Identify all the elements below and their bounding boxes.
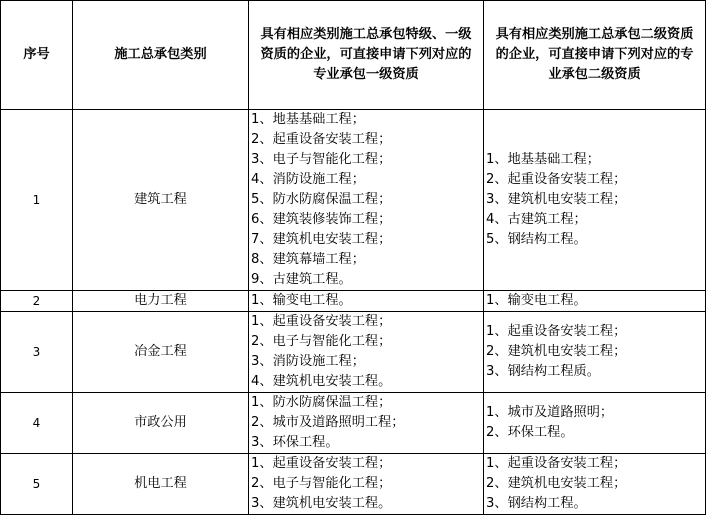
list-item: 2、起重设备安装工程； <box>251 132 392 147</box>
list-item: 4、建筑机电安装工程。 <box>251 374 392 389</box>
list-item: 5、防水防腐保温工程； <box>251 192 392 207</box>
list-item: 2、起重设备安装工程； <box>486 172 627 187</box>
list-item: 4、古建筑工程； <box>486 212 587 227</box>
header-level2: 具有相应类别施工总承包二级资质的企业，可直接申请下列对应的专业承包二级资质 <box>484 1 706 110</box>
list-item: 4、消防设施工程； <box>251 172 365 187</box>
list-item: 2、电子与智能化工程； <box>251 476 392 491</box>
category-cell: 冶金工程 <box>73 312 249 393</box>
level1-cell <box>249 393 484 454</box>
list-item: 1、起重设备安装工程； <box>251 314 392 329</box>
category-cell: 机电工程 <box>73 454 249 515</box>
row-number: 2 <box>1 291 73 312</box>
table-row <box>1 110 706 291</box>
level2-cell <box>484 291 706 312</box>
level1-cell <box>249 291 484 312</box>
row-number: 3 <box>1 312 73 393</box>
table-row <box>1 454 706 515</box>
header-no: 序号 <box>1 1 73 110</box>
level1-cell <box>249 454 484 515</box>
list-item: 3、建筑机电安装工程。 <box>251 496 392 511</box>
list-item: 2、电子与智能化工程； <box>251 334 392 349</box>
level2-cell <box>484 110 706 291</box>
list-item: 6、建筑装修装饰工程； <box>251 212 392 227</box>
table-row <box>1 312 706 393</box>
category-cell: 建筑工程 <box>73 110 249 291</box>
list-item: 2、建筑机电安装工程； <box>486 476 627 491</box>
row-number: 1 <box>1 110 73 291</box>
table-row <box>1 393 706 454</box>
list-item: 2、建筑机电安装工程； <box>486 344 627 359</box>
header-level1: 具有相应类别施工总承包特级、一级资质的企业，可直接申请下列对应的专业承包一级资质 <box>249 1 484 110</box>
list-item: 3、钢结构工程质。 <box>486 364 600 379</box>
list-item: 1、城市及道路照明； <box>486 405 614 420</box>
list-item: 1、起重设备安装工程； <box>486 324 627 339</box>
level2-cell <box>484 393 706 454</box>
row-number: 4 <box>1 393 73 454</box>
category-cell: 市政公用 <box>73 393 249 454</box>
level1-cell <box>249 110 484 291</box>
list-item: 2、城市及道路照明工程； <box>251 415 405 430</box>
list-item: 1、输变电工程。 <box>251 293 352 308</box>
list-item: 3、建筑机电安装工程； <box>486 192 627 207</box>
row-number: 5 <box>1 454 73 515</box>
list-item: 3、消防设施工程； <box>251 354 365 369</box>
level2-cell <box>484 312 706 393</box>
header-category: 施工总承包类别 <box>73 1 249 110</box>
list-item: 9、古建筑工程。 <box>251 272 352 287</box>
table-body <box>1 110 706 515</box>
list-item: 2、环保工程。 <box>486 425 574 440</box>
list-item: 3、环保工程。 <box>251 435 339 450</box>
list-item: 7、建筑机电安装工程； <box>251 232 392 247</box>
list-item: 3、钢结构工程。 <box>486 496 587 511</box>
list-item: 1、输变电工程。 <box>486 293 587 308</box>
level1-cell <box>249 312 484 393</box>
list-item: 3、电子与智能化工程； <box>251 152 392 167</box>
list-item: 1、防水防腐保温工程； <box>251 395 392 410</box>
list-item: 1、起重设备安装工程； <box>251 456 392 471</box>
list-item: 1、地基基础工程； <box>486 152 600 167</box>
table-row <box>1 291 706 312</box>
header-row <box>1 1 706 110</box>
list-item: 1、地基基础工程； <box>251 112 365 127</box>
list-item: 1、起重设备安装工程； <box>486 456 627 471</box>
list-item: 8、建筑幕墙工程； <box>251 252 365 267</box>
category-cell: 电力工程 <box>73 291 249 312</box>
list-item: 5、钢结构工程。 <box>486 232 587 247</box>
level2-cell <box>484 454 706 515</box>
